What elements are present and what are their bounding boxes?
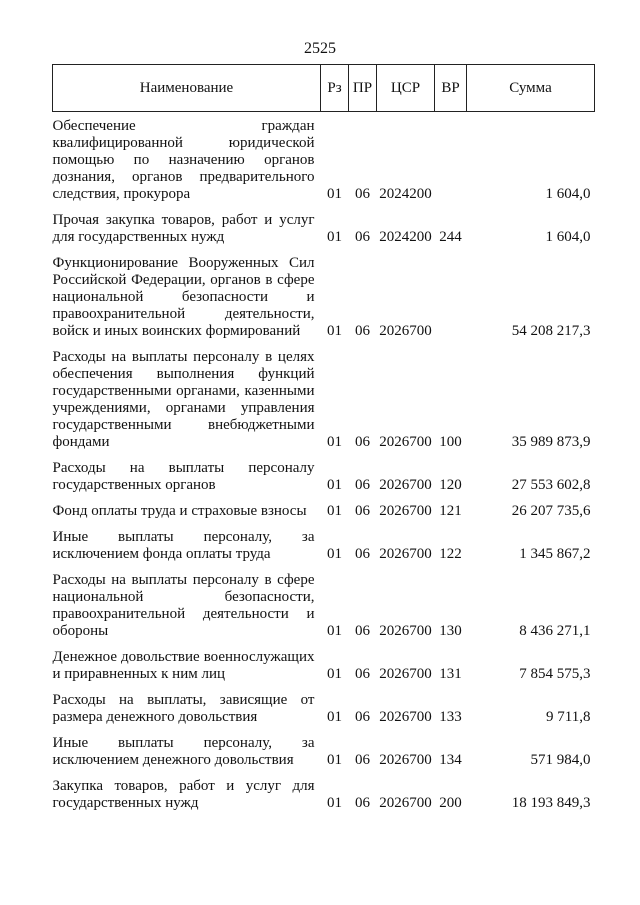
row-sum: 9 711,8 xyxy=(546,709,591,725)
table-row xyxy=(53,255,595,349)
row-csr: 2026700 xyxy=(379,477,432,493)
header-vr: ВР xyxy=(435,65,467,112)
row-name: Денежное довольствие военнослужащих и приравненных к ним лиц xyxy=(52,649,315,682)
row-csr: 2026700 xyxy=(379,323,432,339)
row-pr: 06 xyxy=(355,186,370,202)
table-row xyxy=(53,778,595,821)
row-sum: 35 989 873,9 xyxy=(511,434,591,450)
table-row xyxy=(53,735,595,778)
table-row xyxy=(53,572,595,649)
row-rz: 01 xyxy=(327,546,342,562)
row-name: Фонд оплаты труда и страховые взносы xyxy=(52,503,307,519)
row-csr: 2026700 xyxy=(379,503,432,519)
row-csr: 2024200 xyxy=(379,229,432,245)
row-rz: 01 xyxy=(327,186,342,202)
row-rz: 01 xyxy=(327,503,342,519)
row-pr: 06 xyxy=(355,546,370,562)
row-sum: 8 436 271,1 xyxy=(519,623,591,639)
row-vr: 133 xyxy=(439,709,462,725)
table-header-row xyxy=(53,65,595,112)
row-csr: 2026700 xyxy=(379,752,432,768)
header-name: Наименование xyxy=(53,65,321,112)
row-rz: 01 xyxy=(327,323,342,339)
row-rz: 01 xyxy=(327,434,342,450)
row-sum: 7 854 575,3 xyxy=(519,666,591,682)
row-name: Обеспечение граждан квалифицированной юридической помощью по назначению органов дознания, органов предварительного следствия, прокурора xyxy=(52,118,315,202)
row-sum: 1 345 867,2 xyxy=(519,546,591,562)
row-sum: 27 553 602,8 xyxy=(511,477,591,493)
table-row xyxy=(53,460,595,503)
table-row xyxy=(53,112,595,213)
row-name: Иные выплаты персоналу, за исключением фонда оплаты труда xyxy=(52,529,315,562)
row-rz: 01 xyxy=(327,752,342,768)
row-pr: 06 xyxy=(355,229,370,245)
table-row xyxy=(53,503,595,529)
row-name: Расходы на выплаты персоналу государственных органов xyxy=(52,460,315,493)
row-vr xyxy=(435,112,467,213)
row-csr: 2026700 xyxy=(379,795,432,811)
table-row xyxy=(53,649,595,692)
row-name: Закупка товаров, работ и услуг для государственных нужд xyxy=(52,778,315,811)
row-name: Расходы на выплаты, зависящие от размера денежного довольствия xyxy=(52,692,315,725)
header-pr: ПР xyxy=(349,65,377,112)
row-sum: 1 604,0 xyxy=(545,186,591,202)
row-vr: 130 xyxy=(439,623,462,639)
row-sum: 571 984,0 xyxy=(530,752,591,768)
row-vr: 100 xyxy=(439,434,462,450)
header-csr: ЦСР xyxy=(377,65,435,112)
row-name: Прочая закупка товаров, работ и услуг для государственных нужд xyxy=(52,212,315,245)
row-csr: 2026700 xyxy=(379,709,432,725)
row-vr: 120 xyxy=(439,477,462,493)
row-name: Расходы на выплаты персоналу в целях обеспечения выполнения функций государственными органами, казенными учреждениями, органами управления государственными внебюджетными фондами xyxy=(52,349,315,450)
row-vr: 244 xyxy=(439,229,462,245)
row-sum: 26 207 735,6 xyxy=(511,503,591,519)
row-vr: 122 xyxy=(439,546,462,562)
row-sum: 54 208 217,3 xyxy=(511,323,591,339)
row-vr: 200 xyxy=(439,795,462,811)
header-sum: Сумма xyxy=(467,65,595,112)
row-pr: 06 xyxy=(355,709,370,725)
row-pr: 06 xyxy=(355,666,370,682)
row-pr: 06 xyxy=(355,623,370,639)
row-sum: 18 193 849,3 xyxy=(511,795,591,811)
row-csr: 2024200 xyxy=(379,186,432,202)
row-rz: 01 xyxy=(327,229,342,245)
row-name: Иные выплаты персоналу, за исключением денежного довольствия xyxy=(52,735,315,768)
row-pr: 06 xyxy=(355,434,370,450)
row-pr: 06 xyxy=(355,323,370,339)
row-name: Расходы на выплаты персоналу в сфере национальной безопасности, правоохранительной деятельности и обороны xyxy=(52,572,315,639)
table-row xyxy=(53,349,595,460)
row-pr: 06 xyxy=(355,795,370,811)
row-vr: 121 xyxy=(439,503,462,519)
row-csr: 2026700 xyxy=(379,623,432,639)
row-vr: 131 xyxy=(439,666,462,682)
row-rz: 01 xyxy=(327,623,342,639)
table-row xyxy=(53,529,595,572)
header-rz: Рз xyxy=(321,65,349,112)
row-rz: 01 xyxy=(327,795,342,811)
row-rz: 01 xyxy=(327,709,342,725)
row-sum: 1 604,0 xyxy=(545,229,591,245)
row-name: Функционирование Вооруженных Сил Российской Федерации, органов в сфере национальной безопасности и правоохранительной деятельности, войск и иных воинских формирований xyxy=(52,255,315,339)
row-vr xyxy=(435,255,467,349)
budget-table xyxy=(52,64,595,821)
page-number: 2525 xyxy=(304,40,336,57)
row-csr: 2026700 xyxy=(379,434,432,450)
row-pr: 06 xyxy=(355,477,370,493)
table-row xyxy=(53,212,595,255)
row-csr: 2026700 xyxy=(379,666,432,682)
row-rz: 01 xyxy=(327,477,342,493)
row-rz: 01 xyxy=(327,666,342,682)
row-vr: 134 xyxy=(439,752,462,768)
table-row xyxy=(53,692,595,735)
row-csr: 2026700 xyxy=(379,546,432,562)
row-pr: 06 xyxy=(355,503,370,519)
row-pr: 06 xyxy=(355,752,370,768)
